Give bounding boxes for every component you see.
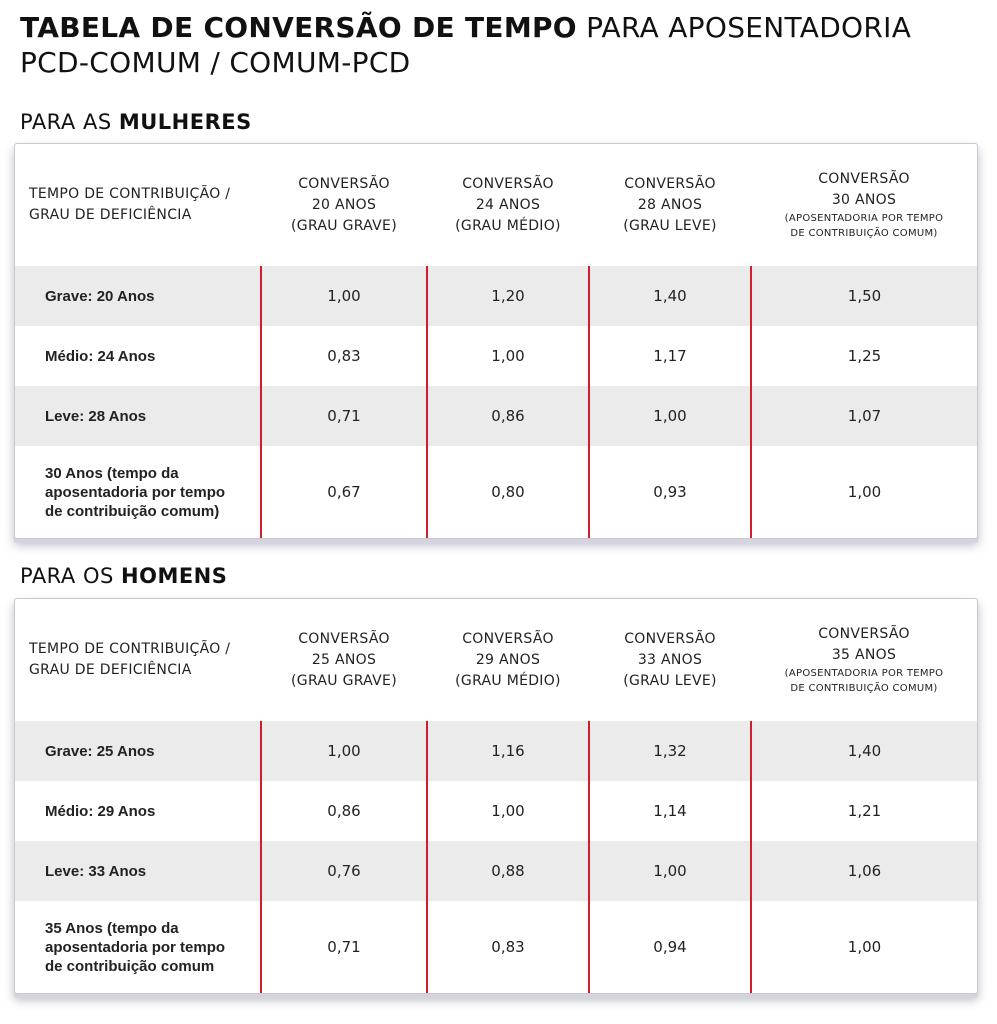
row-label: Médio: 24 Anos <box>15 326 261 386</box>
row-label: Leve: 28 Anos <box>15 386 261 446</box>
cell-value: 1,00 <box>261 721 427 781</box>
cell-value: 1,00 <box>589 841 751 901</box>
cell-value: 0,71 <box>261 386 427 446</box>
cell-value: 1,40 <box>589 266 751 326</box>
men-col-header: CONVERSÃO 29 ANOS (GRAU MÉDIO) <box>455 630 561 689</box>
table-row <box>15 841 977 901</box>
men-row-header: TEMPO DE CONTRIBUIÇÃO / GRAU DE DEFICIÊNCIA <box>29 641 231 678</box>
women-col-header: CONVERSÃO 30 ANOS (APOSENTADORIA POR TEMPO DE CONTRIBUIÇÃO COMUM) <box>784 171 944 239</box>
cell-value: 1,16 <box>427 721 589 781</box>
row-label: Leve: 33 Anos <box>15 841 261 901</box>
table-row <box>15 326 977 386</box>
table-row <box>15 386 977 446</box>
cell-value: 0,71 <box>261 901 427 993</box>
row-label: Médio: 29 Anos <box>15 781 261 841</box>
table-row <box>15 781 977 841</box>
cell-value: 1,00 <box>261 266 427 326</box>
cell-value: 1,07 <box>751 386 977 446</box>
cell-value: 1,21 <box>847 802 882 820</box>
women-section-label: PARA AS MULHERES <box>20 110 252 134</box>
cell-value: 1,20 <box>427 266 589 326</box>
row-label: Grave: 20 Anos <box>15 266 261 326</box>
cell-value: 0,94 <box>589 901 751 993</box>
cell-value: 1,50 <box>751 266 977 326</box>
cell-value: 0,76 <box>261 841 427 901</box>
men-col-header: CONVERSÃO 25 ANOS (GRAU GRAVE) <box>291 630 397 689</box>
cell-value: 1,06 <box>751 841 977 901</box>
men-col-header: CONVERSÃO 33 ANOS (GRAU LEVE) <box>623 630 717 689</box>
cell-value: 0,83 <box>261 326 427 386</box>
cell-value: 1,25 <box>847 347 882 365</box>
women-table-card <box>14 143 978 539</box>
cell-value: 1,00 <box>589 386 751 446</box>
cell-value: 1,00 <box>427 781 589 841</box>
cell-value: 0,67 <box>261 446 427 538</box>
women-col-header: CONVERSÃO 28 ANOS (GRAU LEVE) <box>623 175 717 234</box>
cell-value: 0,86 <box>261 781 427 841</box>
cell-value: 0,80 <box>427 446 589 538</box>
cell-value: 1,00 <box>847 938 882 956</box>
women-row-header: TEMPO DE CONTRIBUIÇÃO / GRAU DE DEFICIÊNCIA <box>29 186 231 223</box>
table-row <box>15 901 977 993</box>
cell-value: 1,17 <box>589 326 751 386</box>
women-conversion-table <box>15 144 977 538</box>
cell-value: 0,86 <box>427 386 589 446</box>
table-row <box>15 266 977 326</box>
row-label: Grave: 25 Anos <box>15 721 261 781</box>
page-title <box>20 10 980 80</box>
cell-value: 0,88 <box>427 841 589 901</box>
cell-value: 0,93 <box>589 446 751 538</box>
men-conversion-table <box>15 599 977 993</box>
women-col-header: CONVERSÃO 20 ANOS (GRAU GRAVE) <box>291 175 397 234</box>
cell-value: 1,00 <box>847 483 882 501</box>
men-table-card <box>14 598 978 994</box>
cell-value: 1,14 <box>589 781 751 841</box>
cell-value: 1,40 <box>751 721 977 781</box>
table-row <box>15 721 977 781</box>
row-label: 35 Anos (tempo da aposentadoria por tempo de contribuição comum <box>15 901 261 993</box>
table-row <box>15 446 977 538</box>
men-section-label: PARA OS HOMENS <box>20 564 228 588</box>
cell-value: 1,32 <box>589 721 751 781</box>
title-line2: PCD-COMUM / COMUM-PCD <box>20 46 411 79</box>
cell-value: 1,00 <box>427 326 589 386</box>
title-bold: TABELA DE CONVERSÃO DE TEMPO <box>20 11 577 44</box>
title-rest: PARA APOSENTADORIA <box>576 11 912 44</box>
cell-value: 0,83 <box>427 901 589 993</box>
women-col-header: CONVERSÃO 24 ANOS (GRAU MÉDIO) <box>455 175 561 234</box>
men-col-header: CONVERSÃO 35 ANOS (APOSENTADORIA POR TEMPO DE CONTRIBUIÇÃO COMUM) <box>784 626 944 694</box>
row-label: 30 Anos (tempo da aposentadoria por tempo de contribuição comum) <box>15 446 261 538</box>
